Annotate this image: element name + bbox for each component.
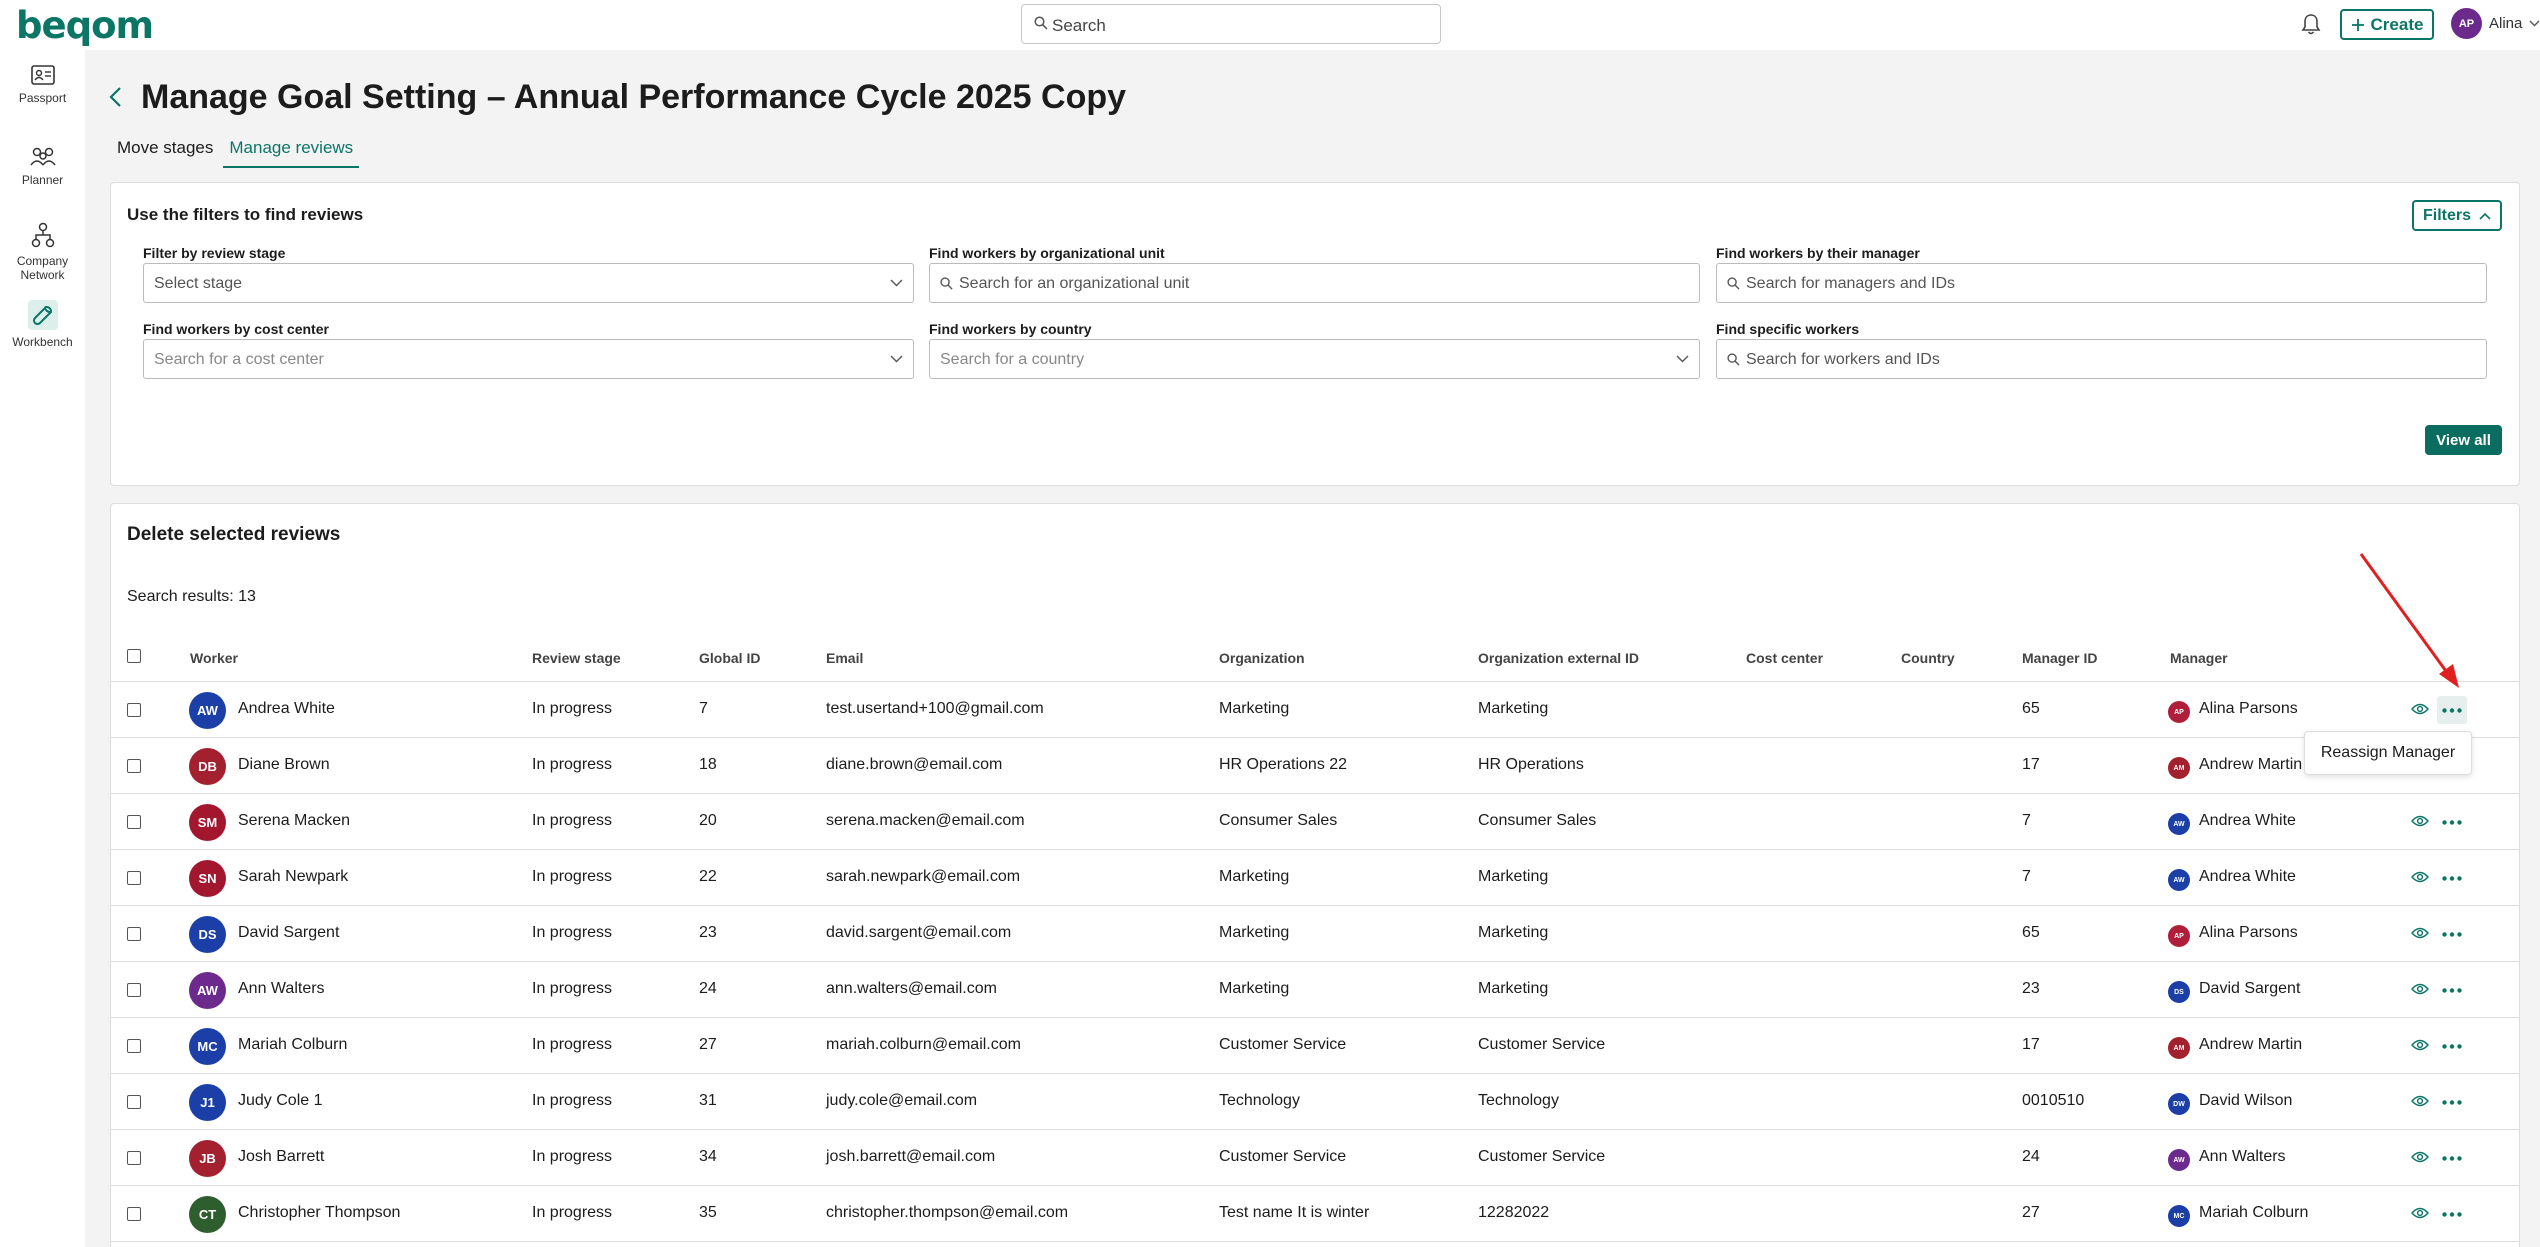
- organization-external-id-cell: Consumer Sales: [1478, 812, 1597, 829]
- manager-avatar: AW: [2168, 813, 2190, 835]
- worker-avatar: J1: [189, 1084, 226, 1121]
- global-id-cell: 24: [699, 980, 717, 997]
- manager-filter-label: Find workers by their manager: [1716, 245, 1920, 261]
- left-navigation: [0, 50, 85, 1247]
- nav-workbench[interactable]: [0, 300, 85, 349]
- worker-name[interactable]: Serena Macken: [238, 812, 351, 829]
- organization-cell: Technology: [1219, 1092, 1300, 1109]
- manager-avatar: AP: [2168, 701, 2190, 723]
- view-eye-icon[interactable]: [2411, 1094, 2429, 1108]
- row-checkbox[interactable]: [127, 983, 141, 997]
- more-horizontal-icon: [2442, 1100, 2462, 1105]
- email-cell: judy.cole@email.com: [826, 1092, 978, 1109]
- organization-external-id-cell: Technology: [1478, 1092, 1559, 1109]
- country-filter-label: Find workers by country: [929, 321, 1092, 337]
- manager-avatar: AM: [2168, 1037, 2190, 1059]
- more-horizontal-icon: [2442, 1044, 2462, 1049]
- org-filter-label: Find workers by organizational unit: [929, 245, 1165, 261]
- more-actions-button[interactable]: [2437, 1144, 2467, 1172]
- email-cell: mariah.colburn@email.com: [826, 1036, 1021, 1053]
- org-search-placeholder: Search for an organizational unit: [959, 275, 1190, 292]
- page-title: Manage Goal Setting – Annual Performance Cycle 2025 Copy: [141, 78, 1127, 116]
- global-id-cell: 7: [699, 700, 708, 717]
- row-checkbox[interactable]: [127, 703, 141, 717]
- beqom-logo[interactable]: beqom: [16, 4, 154, 47]
- global-id-cell: 27: [699, 1036, 717, 1053]
- stage-select-value: Select stage: [154, 275, 243, 292]
- nav-workbench-label: Workbench: [12, 335, 73, 349]
- cost-center-placeholder: Search for a cost center: [154, 351, 324, 368]
- manager-id-cell: 17: [2022, 756, 2040, 773]
- reassign-manager-menu-item[interactable]: Reassign Manager: [2320, 744, 2456, 761]
- back-arrow-icon[interactable]: [108, 86, 122, 108]
- organization-cell: Customer Service: [1219, 1148, 1347, 1165]
- table-row: [111, 1186, 2519, 1242]
- organization-cell: Marketing: [1219, 700, 1290, 717]
- manager-id-cell: 7: [2022, 812, 2031, 829]
- chevron-down-icon: [890, 279, 903, 287]
- chevron-up-icon: [2479, 212, 2491, 220]
- chevron-down-icon: [2529, 20, 2540, 27]
- view-eye-icon[interactable]: [2411, 926, 2429, 940]
- global-id-cell: 31: [699, 1092, 717, 1109]
- manager-avatar: AW: [2168, 1149, 2190, 1171]
- workers-search-placeholder: Search for workers and IDs: [1746, 351, 1940, 368]
- nav-planner-label: Planner: [21, 173, 64, 187]
- organization-cell: Marketing: [1219, 980, 1290, 997]
- org-search-input[interactable]: [929, 263, 1700, 303]
- more-actions-button[interactable]: [2437, 1032, 2467, 1060]
- stage-select[interactable]: [143, 263, 914, 303]
- worker-name[interactable]: Judy Cole 1: [238, 1092, 323, 1109]
- manager-search-placeholder: Search for managers and IDs: [1746, 275, 1955, 292]
- worker-name[interactable]: Christopher Thompson: [238, 1204, 401, 1221]
- worker-avatar: AW: [189, 692, 226, 729]
- nav-passport[interactable]: [0, 65, 85, 105]
- chevron-down-icon: [1676, 355, 1689, 363]
- create-button[interactable]: [2340, 9, 2434, 40]
- col-review-stage[interactable]: Review stage: [532, 650, 621, 666]
- workers-search-input[interactable]: [1716, 339, 2487, 379]
- manager-name: Ann Walters: [2199, 1148, 2286, 1165]
- organization-external-id-cell: Marketing: [1478, 868, 1549, 885]
- planner-icon: [29, 145, 57, 167]
- manager-avatar: AP: [2168, 925, 2190, 947]
- manager-name: Andrew Martin: [2199, 756, 2303, 773]
- manager-avatar: DW: [2168, 1093, 2190, 1115]
- worker-name[interactable]: Josh Barrett: [238, 1148, 325, 1165]
- manager-id-cell: 17: [2022, 1036, 2040, 1053]
- search-results-count: Search results: 13: [127, 588, 256, 605]
- manager-search-input[interactable]: [1716, 263, 2487, 303]
- view-eye-icon[interactable]: [2411, 982, 2429, 996]
- plus-icon: [2351, 18, 2365, 32]
- manager-name: Alina Parsons: [2199, 924, 2298, 941]
- manager-name: Alina Parsons: [2199, 700, 2298, 717]
- row-checkbox[interactable]: [127, 1039, 141, 1053]
- table-row: [111, 1130, 2519, 1186]
- review-stage-cell: In progress: [532, 756, 613, 773]
- worker-name[interactable]: Ann Walters: [238, 980, 325, 997]
- email-cell: ann.walters@email.com: [826, 980, 997, 997]
- organization-external-id-cell: Marketing: [1478, 980, 1549, 997]
- manager-name: Andrea White: [2199, 812, 2296, 829]
- manager-avatar: DS: [2168, 981, 2190, 1003]
- global-id-cell: 23: [699, 924, 717, 941]
- row-actions-menu: [2304, 731, 2472, 775]
- more-actions-button[interactable]: [2437, 808, 2467, 836]
- organization-cell: Customer Service: [1219, 1036, 1347, 1053]
- more-actions-button[interactable]: [2437, 976, 2467, 1004]
- more-horizontal-icon: [2442, 1212, 2462, 1217]
- manager-id-cell: 65: [2022, 924, 2040, 941]
- email-cell: serena.macken@email.com: [826, 812, 1025, 829]
- row-checkbox[interactable]: [127, 1151, 141, 1165]
- more-actions-button[interactable]: [2437, 920, 2467, 948]
- more-actions-button[interactable]: [2437, 864, 2467, 892]
- top-bar: [0, 0, 2540, 50]
- more-horizontal-icon: [2442, 988, 2462, 993]
- workbench-icon: [31, 303, 55, 327]
- cost-center-select[interactable]: [143, 339, 914, 379]
- worker-name[interactable]: Andrea White: [238, 700, 335, 717]
- search-icon: [1727, 277, 1740, 290]
- more-horizontal-icon: [2442, 932, 2462, 937]
- worker-avatar: MC: [189, 1028, 226, 1065]
- worker-name[interactable]: David Sargent: [238, 924, 340, 941]
- worker-avatar: DS: [189, 916, 226, 953]
- review-stage-cell: In progress: [532, 868, 613, 885]
- company-network-icon: [31, 222, 55, 248]
- row-checkbox[interactable]: [127, 815, 141, 829]
- user-avatar: AP: [2451, 8, 2482, 39]
- table-title: Delete selected reviews: [127, 524, 341, 545]
- more-horizontal-icon: [2442, 708, 2462, 713]
- organization-cell: Marketing: [1219, 868, 1290, 885]
- workers-filter-label: Find specific workers: [1716, 321, 1860, 337]
- manager-avatar: AW: [2168, 869, 2190, 891]
- organization-cell: Marketing: [1219, 924, 1290, 941]
- organization-external-id-cell: Marketing: [1478, 924, 1549, 941]
- more-horizontal-icon: [2442, 1156, 2462, 1161]
- review-stage-cell: In progress: [532, 1036, 613, 1053]
- review-stage-cell: In progress: [532, 1204, 613, 1221]
- filters-panel: [110, 182, 2520, 486]
- organization-external-id-cell: Customer Service: [1478, 1036, 1606, 1053]
- manager-id-cell: 27: [2022, 1204, 2040, 1221]
- global-id-cell: 35: [699, 1204, 717, 1221]
- nav-passport-label: Passport: [18, 91, 67, 105]
- view-eye-icon[interactable]: [2411, 1038, 2429, 1052]
- review-stage-cell: In progress: [532, 1092, 613, 1109]
- worker-avatar: AW: [189, 972, 226, 1009]
- manager-avatar: MC: [2168, 1205, 2190, 1227]
- nav-company-network-label: Company Network: [16, 254, 69, 282]
- worker-avatar: SM: [189, 804, 226, 841]
- manager-id-cell: 23: [2022, 980, 2040, 997]
- manager-name: Mariah Colburn: [2199, 1204, 2309, 1221]
- table-row: [111, 1074, 2519, 1130]
- global-id-cell: 18: [699, 756, 717, 773]
- global-id-cell: 20: [699, 812, 717, 829]
- row-checkbox[interactable]: [127, 759, 141, 773]
- view-eye-icon[interactable]: [2411, 1206, 2429, 1220]
- more-actions-button[interactable]: [2437, 1200, 2467, 1228]
- manager-name: Andrew Martin: [2199, 1036, 2303, 1053]
- col-country[interactable]: Country: [1901, 650, 1955, 666]
- table-row: [111, 962, 2519, 1018]
- review-stage-cell: In progress: [532, 700, 613, 717]
- global-search-placeholder: Search: [1052, 16, 1106, 35]
- worker-avatar: DB: [189, 748, 226, 785]
- col-organization[interactable]: Organization: [1219, 650, 1305, 666]
- col-organization-external-id[interactable]: Organization external ID: [1478, 650, 1640, 666]
- more-horizontal-icon: [2442, 820, 2462, 825]
- email-cell: sarah.newpark@email.com: [826, 868, 1021, 885]
- table-row: [111, 738, 2519, 794]
- manager-name: David Sargent: [2199, 980, 2301, 997]
- worker-avatar: SN: [189, 860, 226, 897]
- table-row: [111, 906, 2519, 962]
- more-horizontal-icon: [2442, 876, 2462, 881]
- worker-name[interactable]: Sarah Newpark: [238, 868, 349, 885]
- worker-name[interactable]: Diane Brown: [238, 756, 330, 773]
- col-cost-center[interactable]: Cost center: [1746, 650, 1824, 666]
- more-actions-button[interactable]: [2437, 1088, 2467, 1116]
- tab-manage-reviews[interactable]: Manage reviews: [223, 138, 359, 168]
- notification-bell-icon[interactable]: [2301, 13, 2321, 35]
- manager-avatar: AM: [2168, 757, 2190, 779]
- country-select[interactable]: [929, 339, 1700, 379]
- worker-avatar: CT: [189, 1196, 226, 1233]
- reviews-table-panel: [110, 503, 2520, 1247]
- organization-external-id-cell: 12282022: [1478, 1204, 1550, 1221]
- filters-toggle-label: Filters: [2422, 206, 2471, 224]
- email-cell: josh.barrett@email.com: [826, 1148, 996, 1165]
- manager-id-cell: 7: [2022, 868, 2031, 885]
- view-eye-icon[interactable]: [2411, 814, 2429, 828]
- select-all-checkbox[interactable]: [127, 649, 141, 663]
- email-cell: christopher.thompson@email.com: [826, 1204, 1069, 1221]
- col-global-id[interactable]: Global ID: [699, 650, 761, 666]
- organization-cell: Test name It is winter: [1219, 1204, 1370, 1221]
- organization-external-id-cell: Customer Service: [1478, 1148, 1606, 1165]
- col-email[interactable]: Email: [826, 650, 864, 666]
- user-menu[interactable]: [2451, 8, 2540, 39]
- col-manager[interactable]: Manager: [2170, 650, 2228, 666]
- view-eye-icon[interactable]: [2411, 702, 2429, 716]
- global-id-cell: 34: [699, 1148, 717, 1165]
- search-icon: [1034, 16, 1048, 30]
- page-tabs: [117, 138, 359, 168]
- country-placeholder: Search for a country: [940, 351, 1085, 368]
- view-eye-icon[interactable]: [2411, 1150, 2429, 1164]
- worker-avatar: JB: [189, 1140, 226, 1177]
- chevron-down-icon: [890, 355, 903, 363]
- nav-company-network[interactable]: [0, 222, 85, 282]
- view-all-button[interactable]: View all: [2425, 425, 2502, 455]
- manager-id-cell: 24: [2022, 1148, 2040, 1165]
- row-checkbox[interactable]: [127, 1095, 141, 1109]
- passport-icon: [31, 65, 55, 85]
- global-id-cell: 22: [699, 868, 717, 885]
- row-checkbox[interactable]: [127, 871, 141, 885]
- review-stage-cell: In progress: [532, 812, 613, 829]
- search-icon: [1727, 353, 1740, 366]
- email-cell: test.usertand+100@gmail.com: [826, 700, 1044, 717]
- manager-id-cell: 65: [2022, 700, 2040, 717]
- view-eye-icon[interactable]: [2411, 870, 2429, 884]
- organization-cell: Consumer Sales: [1219, 812, 1338, 829]
- col-worker[interactable]: Worker: [190, 650, 238, 666]
- create-label: Create: [2370, 14, 2424, 34]
- worker-name[interactable]: Mariah Colburn: [238, 1036, 348, 1053]
- table-row: [111, 1018, 2519, 1074]
- row-checkbox[interactable]: [127, 927, 141, 941]
- organization-external-id-cell: Marketing: [1478, 700, 1549, 717]
- user-name: Alina: [2489, 15, 2523, 32]
- review-stage-cell: In progress: [532, 1148, 613, 1165]
- table-row: [111, 682, 2519, 738]
- global-search-input[interactable]: [1021, 4, 1441, 44]
- nav-planner[interactable]: [0, 145, 85, 187]
- filters-title: Use the filters to find reviews: [127, 205, 364, 224]
- col-manager-id[interactable]: Manager ID: [2022, 650, 2098, 666]
- table-row: [111, 850, 2519, 906]
- annotation-arrow: [2355, 550, 2465, 690]
- table-row: [111, 794, 2519, 850]
- more-actions-button[interactable]: [2437, 696, 2467, 724]
- organization-external-id-cell: HR Operations: [1478, 756, 1584, 773]
- manager-id-cell: 0010510: [2022, 1092, 2085, 1109]
- cost-center-filter-label: Find workers by cost center: [143, 321, 329, 337]
- manager-name: David Wilson: [2199, 1092, 2293, 1109]
- row-checkbox[interactable]: [127, 1207, 141, 1221]
- table-header: [111, 634, 2519, 682]
- organization-cell: HR Operations 22: [1219, 756, 1348, 773]
- email-cell: diane.brown@email.com: [826, 756, 1003, 773]
- search-icon: [940, 277, 953, 290]
- email-cell: david.sargent@email.com: [826, 924, 1012, 941]
- manager-name: Andrea White: [2199, 868, 2296, 885]
- filters-toggle-button[interactable]: [2412, 200, 2502, 231]
- tab-move-stages[interactable]: Move stages: [117, 138, 214, 157]
- review-stage-cell: In progress: [532, 924, 613, 941]
- stage-filter-label: Filter by review stage: [143, 245, 286, 261]
- review-stage-cell: In progress: [532, 980, 613, 997]
